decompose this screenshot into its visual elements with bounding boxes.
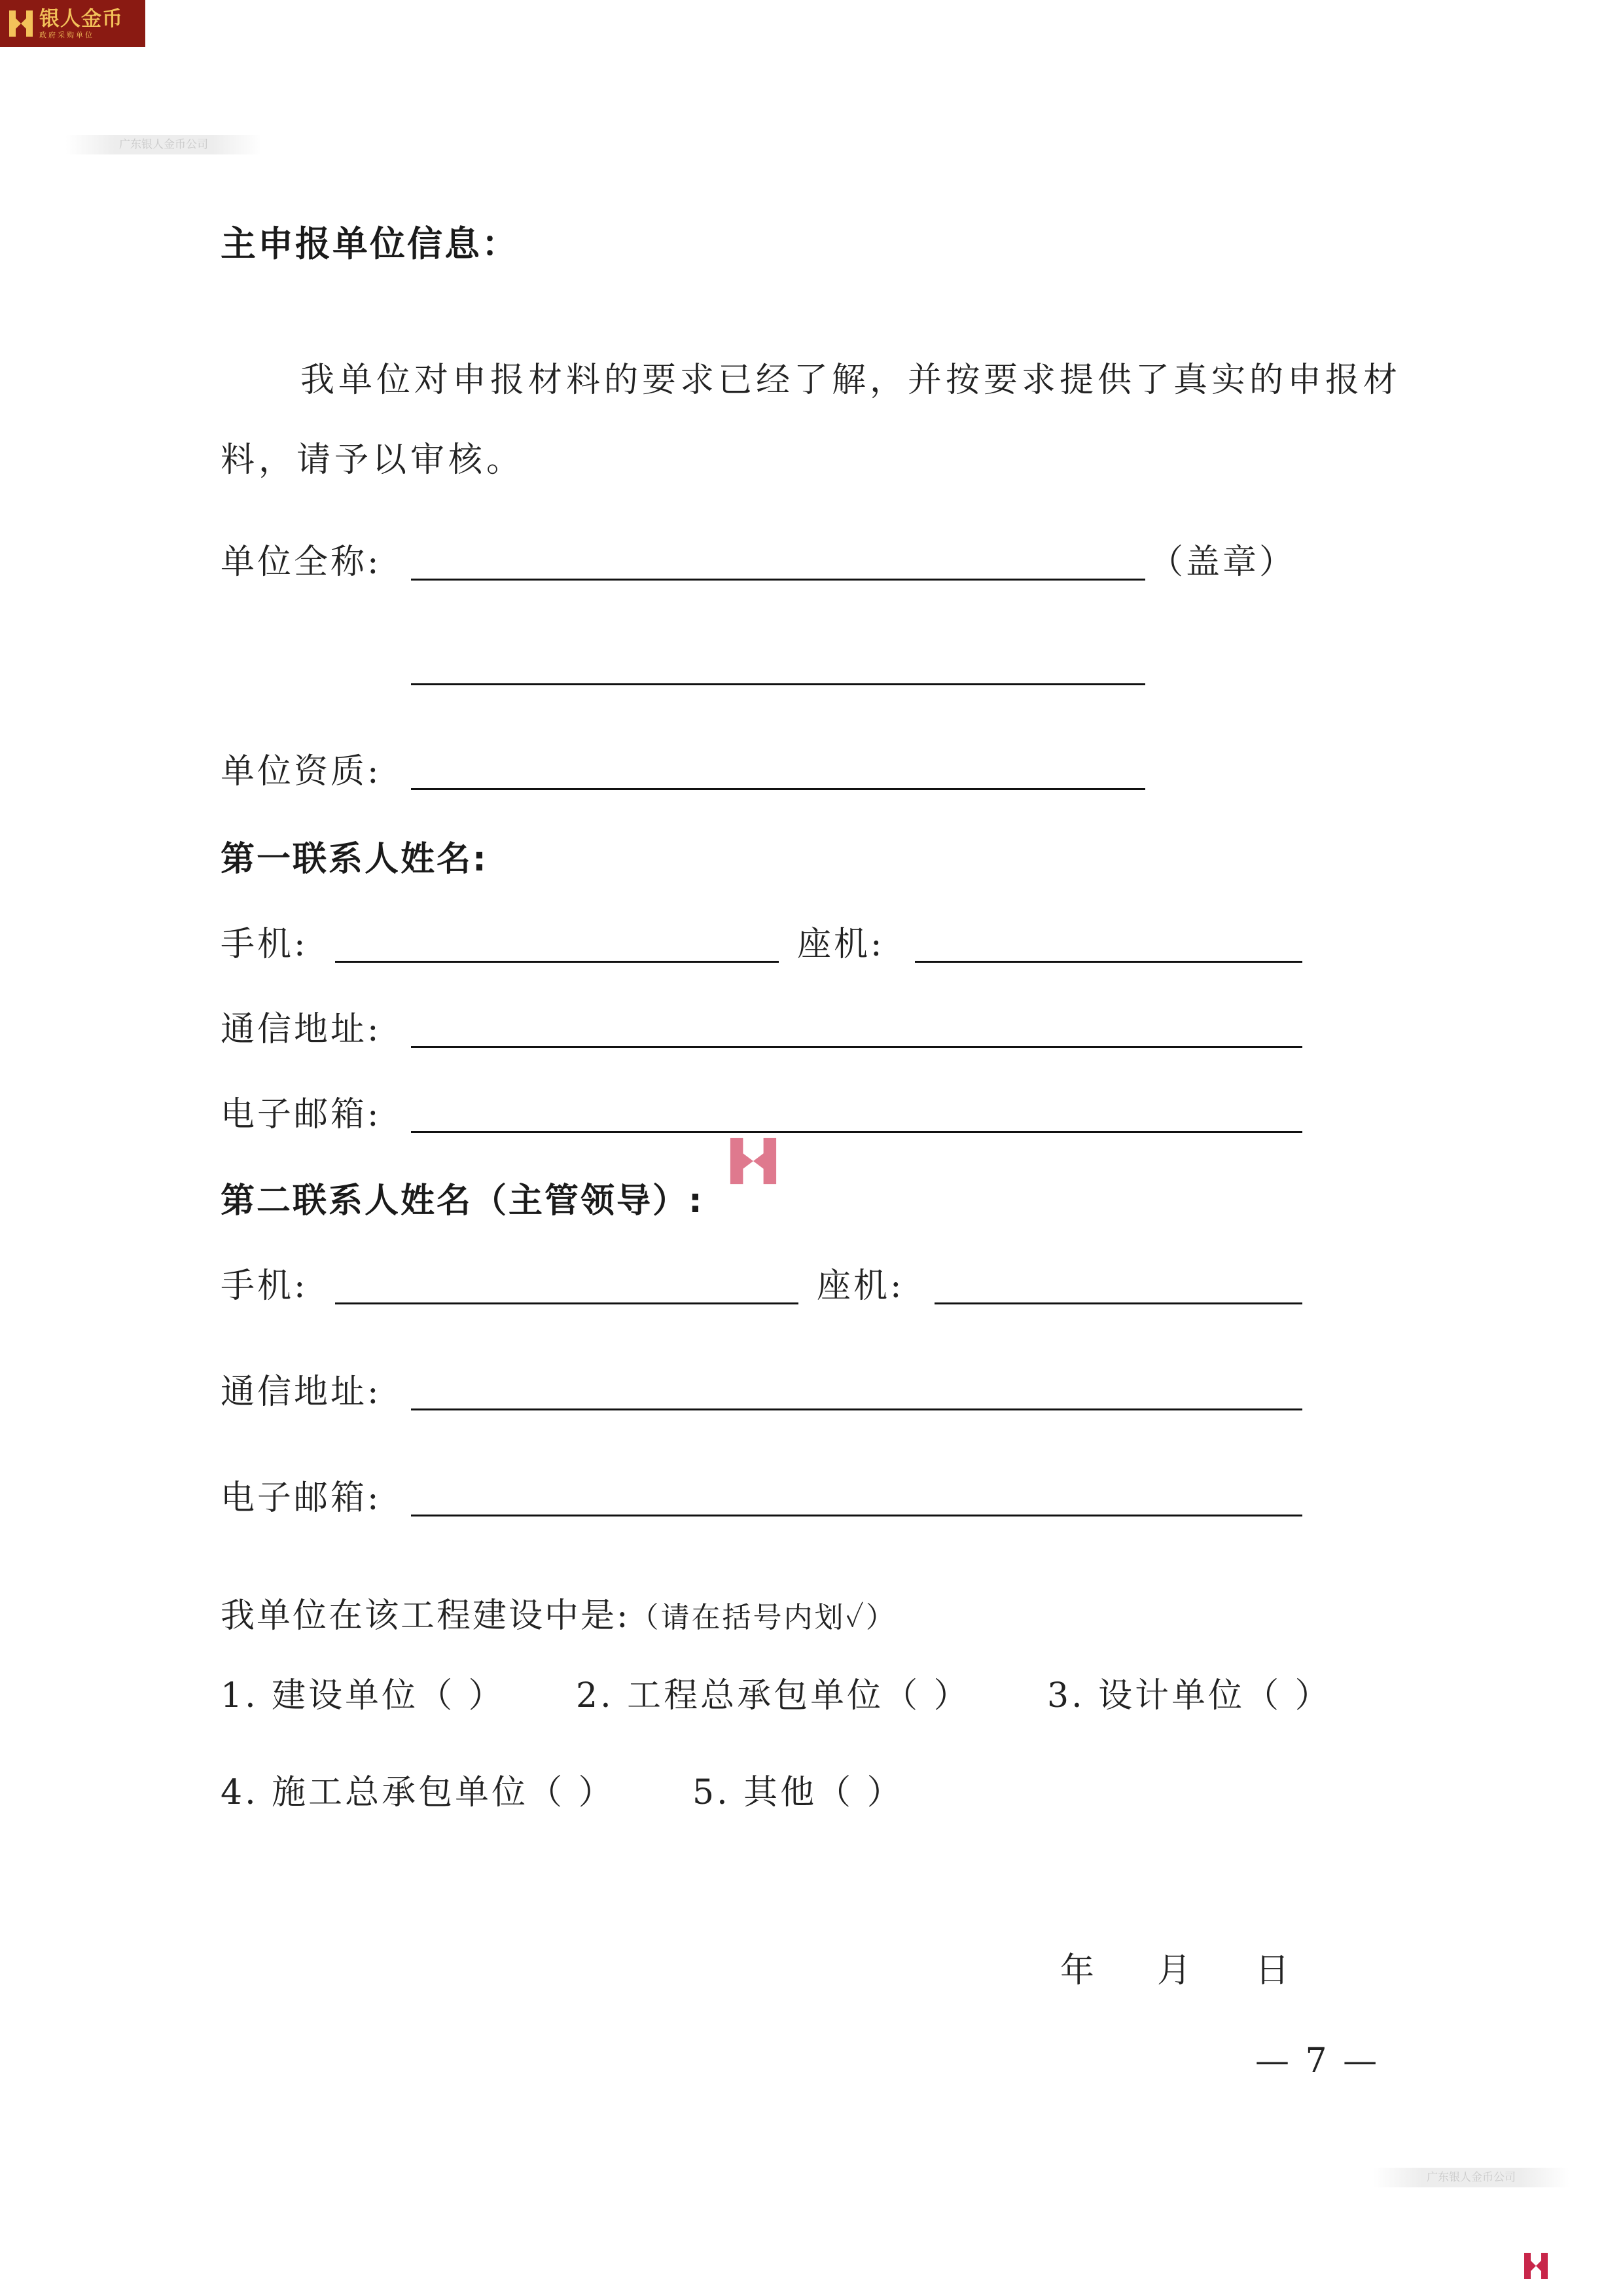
contact1-mobile-label: 手机: (221, 925, 308, 964)
contact2-address-label: 通信地址: (221, 1372, 382, 1412)
watermark-tag-top: 广东银人金币公司 (65, 135, 262, 154)
unit-name-field-line-2[interactable] (411, 683, 1145, 685)
watermark-tag-bottom: 广东银人金币公司 (1373, 2168, 1569, 2187)
contact1-address-field[interactable] (411, 1046, 1302, 1048)
contact1-mobile-field[interactable] (335, 961, 779, 963)
role-option-3[interactable]: 3. 设计单位（ ） (1047, 1676, 1332, 1715)
brand-subtitle: 政府采购单位 (39, 31, 94, 39)
contact2-heading: 第二联系人姓名（主管领导）: (221, 1181, 704, 1221)
contact2-email-field[interactable] (411, 1515, 1302, 1516)
contact1-landline-label: 座机: (797, 925, 885, 964)
role-option-2[interactable]: 2. 工程总承包单位（ ） (576, 1676, 971, 1715)
brand-text (39, 7, 123, 40)
contact1-email-label: 电子邮箱: (221, 1095, 382, 1134)
unit-name-field[interactable] (411, 579, 1145, 581)
contact2-email-label: 电子邮箱: (221, 1479, 382, 1518)
contact2-mobile-field[interactable] (335, 1302, 798, 1304)
date-day: 日 (1255, 1951, 1290, 1990)
role-prompt-text: 我单位在该工程建设中是: (221, 1596, 630, 1636)
section-heading: 主申报单位信息： (221, 223, 519, 264)
contact2-mobile-label: 手机: (221, 1266, 308, 1306)
role-hint: （请在括号内划✓） (630, 1601, 897, 1634)
seal-label: （盖章） (1149, 543, 1296, 582)
contact1-landline-field[interactable] (915, 961, 1302, 963)
unit-name-label: 单位全称: (221, 543, 382, 582)
role-option-1[interactable]: 1. 建设单位（ ） (221, 1676, 505, 1715)
contact2-landline-label: 座机: (817, 1266, 904, 1306)
brand-mark-icon (8, 9, 34, 38)
corner-mark-icon (1522, 2251, 1550, 2280)
contact2-landline-field[interactable] (935, 1302, 1302, 1304)
date-month: 月 (1157, 1951, 1192, 1990)
role-option-4[interactable]: 4. 施工总承包单位（ ） (221, 1773, 615, 1812)
watermark-mark-icon (728, 1136, 779, 1187)
page-number: — 7 — (1255, 2041, 1380, 2081)
role-prompt (221, 1593, 897, 1641)
contact1-address-label: 通信地址: (221, 1010, 382, 1049)
unit-qualification-field[interactable] (411, 788, 1145, 790)
brand-logo (0, 0, 145, 47)
date-year: 年 (1060, 1951, 1095, 1990)
brand-name: 银人金币 (39, 7, 123, 31)
unit-qualification-label: 单位资质: (221, 752, 382, 791)
contact1-heading: 第一联系人姓名: (221, 840, 488, 879)
declaration-paragraph: 我单位对申报材料的要求已经了解，并按要求提供了真实的申报材料，请予以审核。 (221, 361, 1402, 480)
role-option-5[interactable]: 5. 其他（ ） (692, 1773, 904, 1812)
contact2-address-field[interactable] (411, 1408, 1302, 1410)
contact1-email-field[interactable] (411, 1131, 1302, 1133)
